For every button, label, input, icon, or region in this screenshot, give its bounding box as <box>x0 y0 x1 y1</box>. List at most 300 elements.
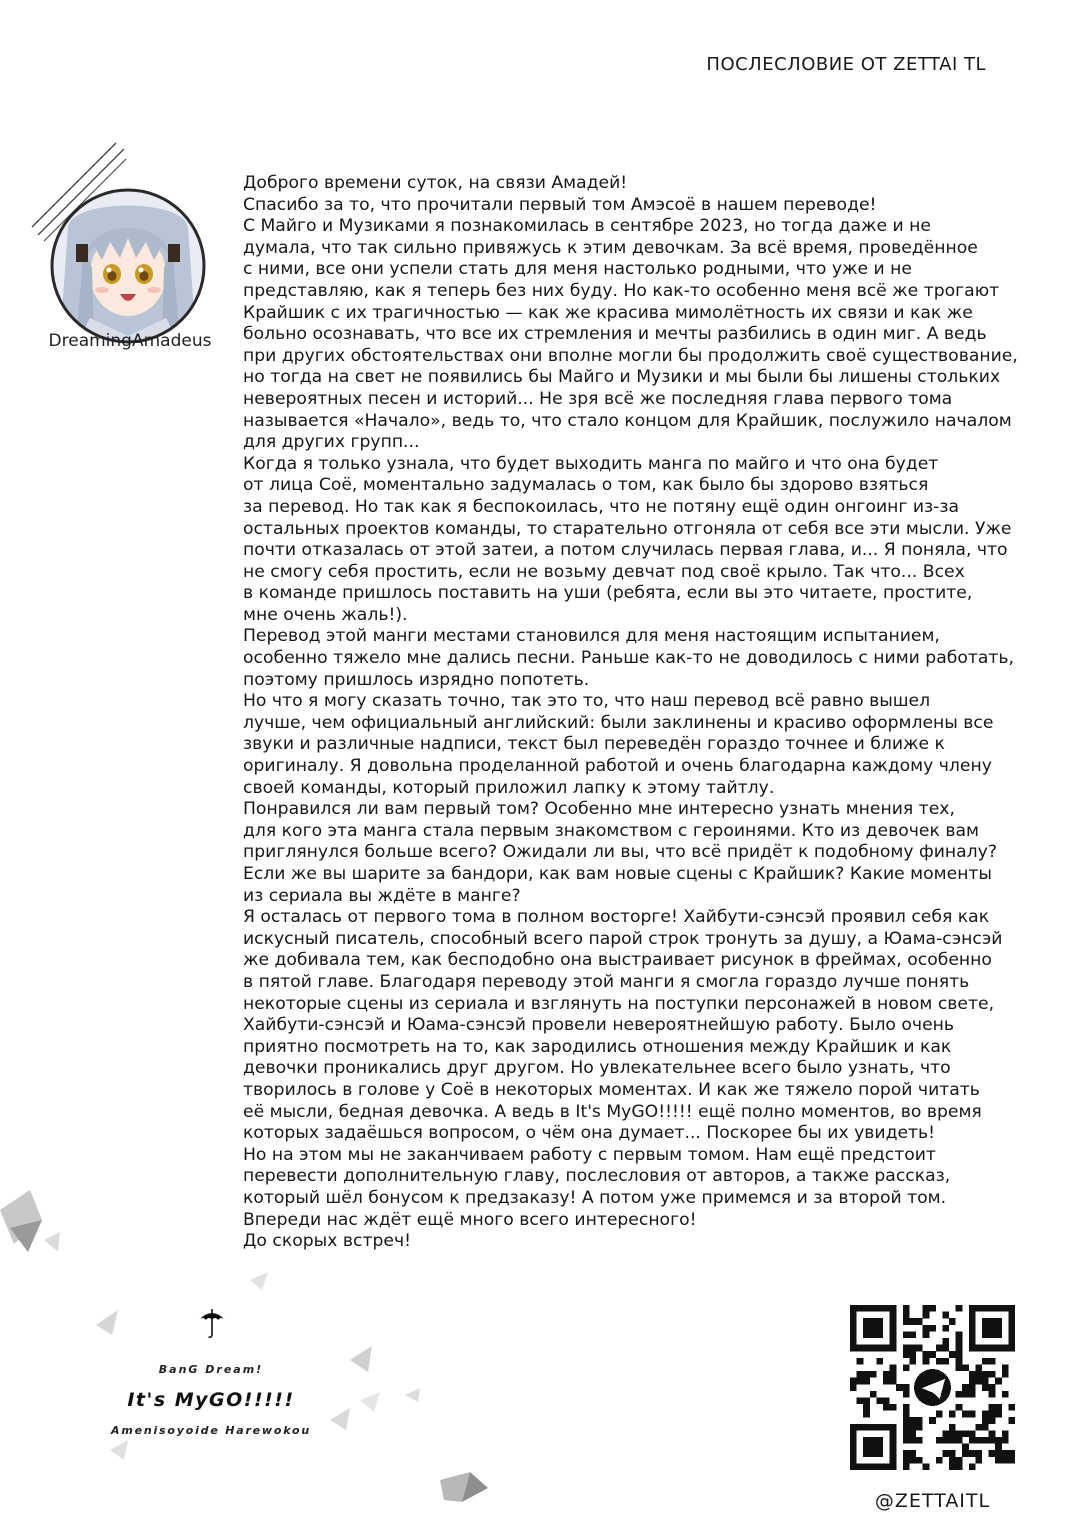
qr-module <box>863 1325 870 1332</box>
letter-line: Я осталась от первого тома в полном восторге! Хайбути-сэнсэй проявил себя как <box>243 907 990 928</box>
qr-module <box>989 1437 996 1444</box>
qr-module <box>876 1305 883 1312</box>
qr-module <box>956 1457 963 1464</box>
qr-module <box>890 1424 897 1431</box>
qr-module <box>949 1351 956 1358</box>
qr-module <box>962 1444 969 1451</box>
qr-module <box>942 1437 949 1444</box>
qr-module <box>857 1358 864 1365</box>
letter-line: Перевод этой манги местами становился для меня настоящим испытанием, <box>243 626 940 647</box>
letter-line: остальных проектов команды, то старательно отгоняла от себя все эти мысли. Уже <box>243 518 1012 539</box>
qr-module <box>1002 1430 1009 1437</box>
qr-module <box>857 1371 864 1378</box>
qr-module <box>962 1391 969 1398</box>
qr-module <box>975 1457 982 1464</box>
qr-module <box>863 1345 870 1352</box>
qr-module <box>857 1378 864 1385</box>
qr-module <box>995 1305 1002 1312</box>
qr-module <box>863 1378 870 1385</box>
letter-line: приглянулся больше всего? Ожидали ли вы, что всё придёт к подобному финалу? <box>243 842 997 863</box>
qr-module <box>909 1345 916 1352</box>
qr-module <box>942 1345 949 1352</box>
qr-module <box>975 1378 982 1385</box>
qr-module <box>863 1463 870 1470</box>
qr-module <box>956 1463 963 1470</box>
qr-module <box>923 1325 930 1332</box>
qr-module <box>890 1457 897 1464</box>
qr-module <box>956 1391 963 1398</box>
qr-module <box>903 1411 910 1418</box>
qr-module <box>916 1457 923 1464</box>
qr-module <box>890 1325 897 1332</box>
qr-module <box>909 1430 916 1437</box>
telegram-handle[interactable]: @ZETTAITL <box>874 1490 991 1512</box>
letter-line: некоторые сцены из сериала и взглянуть на поступки персонажей в новом свете, <box>243 993 995 1014</box>
qr-module <box>870 1450 877 1457</box>
qr-module <box>969 1325 976 1332</box>
qr-module <box>857 1424 864 1431</box>
qr-module <box>1008 1331 1015 1338</box>
qr-module <box>909 1457 916 1464</box>
qr-module <box>1008 1404 1015 1411</box>
qr-module <box>989 1371 996 1378</box>
qr-module <box>876 1325 883 1332</box>
qr-module <box>850 1305 857 1312</box>
qr-module <box>903 1345 910 1352</box>
qr-module <box>923 1351 930 1358</box>
qr-module <box>916 1424 923 1431</box>
qr-module <box>989 1345 996 1352</box>
qr-module <box>876 1345 883 1352</box>
qr-module <box>916 1437 923 1444</box>
qr-module <box>870 1305 877 1312</box>
qr-module <box>890 1463 897 1470</box>
qr-module <box>969 1437 976 1444</box>
letter-line: называется «Начало», ведь то, что стало концом для Крайшик, послужило началом <box>243 410 1012 431</box>
qr-module <box>876 1397 883 1404</box>
qr-module <box>969 1318 976 1325</box>
qr-module <box>949 1430 956 1437</box>
qr-module <box>1008 1345 1015 1352</box>
qr-module <box>863 1331 870 1338</box>
qr-module <box>850 1345 857 1352</box>
qr-module <box>1002 1345 1009 1352</box>
qr-module <box>982 1371 989 1378</box>
qr-module <box>870 1325 877 1332</box>
qr-module <box>989 1391 996 1398</box>
qr-module <box>982 1345 989 1352</box>
qr-module <box>890 1444 897 1451</box>
qr-module <box>949 1437 956 1444</box>
qr-module <box>942 1358 949 1365</box>
qr-module <box>982 1318 989 1325</box>
letter-line: искусный писатель, способный всего парой строк тронуть за душу, а Юама-сэнсэй <box>243 928 1003 949</box>
qr-module <box>956 1358 963 1365</box>
letter-line: Понравился ли вам первый том? Особенно мне интересно узнать мнения тех, <box>243 799 955 820</box>
qr-module <box>923 1305 930 1312</box>
qr-module <box>850 1331 857 1338</box>
series-logo <box>110 1300 350 1450</box>
qr-module <box>989 1325 996 1332</box>
qr-module <box>956 1345 963 1352</box>
qr-module <box>975 1345 982 1352</box>
letter-line: Хайбути-сэнсэй и Юама-сэнсэй провели невероятнейшую работу. Было очень <box>243 1015 955 1036</box>
qr-module <box>883 1397 890 1404</box>
letter-line: не смогу себя простить, если не возьму девчат под своё крыло. Так что... Всех <box>243 561 965 582</box>
qr-module <box>863 1450 870 1457</box>
qr-module <box>890 1378 897 1385</box>
qr-module <box>850 1338 857 1345</box>
qr-module <box>936 1457 943 1464</box>
qr-module <box>956 1430 963 1437</box>
qr-module <box>876 1424 883 1431</box>
qr-module <box>909 1351 916 1358</box>
qr-module <box>1002 1457 1009 1464</box>
qr-module <box>1008 1305 1015 1312</box>
letter-line: с ними, все они успели стать для меня настолько родными, что уже и не <box>243 259 912 280</box>
author-name: DreamingAmadeus <box>48 331 212 351</box>
qr-module <box>890 1364 897 1371</box>
qr-module <box>870 1318 877 1325</box>
qr-module <box>850 1312 857 1319</box>
qr-module <box>962 1384 969 1391</box>
qr-module <box>995 1450 1002 1457</box>
qr-module <box>942 1450 949 1457</box>
qr-module <box>863 1437 870 1444</box>
qr-module <box>923 1331 930 1338</box>
qr-module <box>903 1463 910 1470</box>
qr-module <box>982 1417 989 1424</box>
letter-body <box>243 173 1043 1253</box>
qr-module <box>896 1384 903 1391</box>
qr-module <box>969 1331 976 1338</box>
qr-module <box>949 1318 956 1325</box>
qr-module <box>949 1450 956 1457</box>
qr-module <box>850 1424 857 1431</box>
letter-line: невероятных песен и историй... Не зря всё же последняя глава первого тома <box>243 388 953 409</box>
qr-module <box>949 1463 956 1470</box>
qr-module <box>883 1305 890 1312</box>
letter-line: своей команды, который приложил лапку к этому тайтлу. <box>243 777 775 798</box>
qr-module <box>876 1450 883 1457</box>
letter-line: Но на этом мы не заканчиваем работу с первым томом. Нам ещё предстоит <box>243 1144 936 1165</box>
qr-module <box>995 1437 1002 1444</box>
qr-module <box>975 1424 982 1431</box>
qr-module <box>989 1404 996 1411</box>
qr-module <box>916 1417 923 1424</box>
letter-line: больно осознавать, что все их стремления и мечты разбились в один миг. А ведь <box>243 324 987 345</box>
qr-module <box>876 1318 883 1325</box>
qr-module <box>989 1358 996 1365</box>
letter-line: девочки проникались друг другом. Но увлекательнее всего было узнать, что <box>243 1058 951 1079</box>
qr-module <box>969 1371 976 1378</box>
qr-module <box>975 1371 982 1378</box>
qr-module <box>857 1345 864 1352</box>
qr-module <box>883 1371 890 1378</box>
qr-module <box>989 1318 996 1325</box>
qr-module <box>969 1384 976 1391</box>
qr-module <box>876 1331 883 1338</box>
qr-module <box>975 1437 982 1444</box>
qr-module <box>995 1404 1002 1411</box>
letter-line: приятно посмотреть на то, как зародились отношения между Крайшик и как <box>243 1036 952 1057</box>
qr-module <box>850 1444 857 1451</box>
qr-module <box>850 1318 857 1325</box>
qr-module <box>916 1345 923 1352</box>
page-title: ПОСЛЕСЛОВИЕ ОТ ZETTAI TL <box>706 54 986 75</box>
letter-line: но тогда на свет не появились бы Майго и Музики и мы были бы лишены стольких <box>243 367 1001 388</box>
qr-module <box>949 1457 956 1464</box>
letter-line: поэтому пришлось изрядно попотеть. <box>243 669 590 690</box>
qr-module <box>982 1411 989 1418</box>
letter-line: для кого эта манга стала первым знакомством с героинями. Кто из девочек вам <box>243 820 979 841</box>
letter-line: же добивала тем, как бесподобно она выстраивает рисунок в фреймах, особенно <box>243 950 992 971</box>
qr-module <box>975 1450 982 1457</box>
qr-module <box>850 1450 857 1457</box>
qr-module <box>909 1424 916 1431</box>
qr-module <box>863 1318 870 1325</box>
qr-module <box>982 1384 989 1391</box>
qr-module <box>969 1338 976 1345</box>
qr-module <box>923 1312 930 1319</box>
qr-module <box>850 1457 857 1464</box>
qr-module <box>850 1430 857 1437</box>
qr-module <box>909 1437 916 1444</box>
qr-module <box>995 1457 1002 1464</box>
qr-module <box>863 1371 870 1378</box>
qr-module <box>903 1450 910 1457</box>
letter-line: представляю, как я теперь без них буду. Но как-то особенно меня всё же трогают <box>243 280 1000 301</box>
qr-module <box>949 1411 956 1418</box>
qr-module <box>890 1430 897 1437</box>
letter-line: Доброго времени суток, на связи Амадей! <box>243 173 628 193</box>
qr-module <box>863 1397 870 1404</box>
qr-module <box>975 1305 982 1312</box>
qr-module <box>962 1411 969 1418</box>
letter-line: Впереди нас ждёт ещё много всего интересного! <box>243 1209 697 1230</box>
qr-module <box>883 1378 890 1385</box>
letter-line: До скорых встреч! <box>243 1231 411 1252</box>
qr-module <box>850 1325 857 1332</box>
qr-module <box>995 1411 1002 1418</box>
qr-module <box>863 1404 870 1411</box>
letter-line: мне очень жаль!). <box>243 604 408 625</box>
qr-module <box>890 1404 897 1411</box>
qr-module <box>956 1305 963 1312</box>
qr-module <box>956 1404 963 1411</box>
qr-module <box>863 1305 870 1312</box>
qr-module <box>857 1397 864 1404</box>
qr-module <box>903 1391 910 1398</box>
qr-module <box>850 1463 857 1470</box>
qr-module <box>870 1345 877 1352</box>
qr-module <box>916 1318 923 1325</box>
qr-module <box>890 1345 897 1352</box>
letter-line: лучше, чем официальный английский: были заклинены и красиво оформлены все <box>243 712 994 733</box>
qr-module <box>1002 1371 1009 1378</box>
qr-module <box>890 1437 897 1444</box>
letter-line: особенно тяжело мне дались песни. Раньше как-то не доводилось с ними работать, <box>243 648 1014 669</box>
qr-module <box>903 1305 910 1312</box>
qr-code[interactable] <box>850 1305 1015 1470</box>
logo-line-mygo: It's MyGO!!!!! <box>127 1389 295 1411</box>
qr-module <box>1002 1450 1009 1457</box>
qr-module <box>929 1417 936 1424</box>
qr-module <box>995 1345 1002 1352</box>
qr-module <box>995 1325 1002 1332</box>
qr-module <box>982 1437 989 1444</box>
letter-line: Но что я могу сказать точно, так это то, что наш перевод всё равно вышел <box>243 691 931 712</box>
qr-module <box>995 1444 1002 1451</box>
qr-module <box>870 1463 877 1470</box>
qr-module <box>876 1463 883 1470</box>
qr-module <box>969 1391 976 1398</box>
qr-module <box>982 1331 989 1338</box>
qr-module <box>863 1444 870 1451</box>
qr-module <box>1008 1312 1015 1319</box>
qr-module <box>1008 1325 1015 1332</box>
qr-module <box>995 1331 1002 1338</box>
qr-module <box>1008 1318 1015 1325</box>
qr-module <box>876 1437 883 1444</box>
qr-module <box>989 1411 996 1418</box>
letter-line: в команде пришлось поставить на уши (ребята, если вы это читаете, простите, <box>243 583 973 604</box>
qr-module <box>903 1424 910 1431</box>
qr-module <box>969 1305 976 1312</box>
qr-module <box>857 1305 864 1312</box>
qr-module <box>989 1305 996 1312</box>
letter-line: оригиналу. Я довольна проделанной работой и очень благодарна каждому члену <box>243 756 992 777</box>
qr-module <box>850 1384 857 1391</box>
qr-module <box>890 1371 897 1378</box>
letter-line: С Майго и Музиками я познакомилась в сентябре 2023, но тогда даже и не <box>243 216 931 237</box>
qr-module <box>903 1318 910 1325</box>
qr-module <box>870 1371 877 1378</box>
qr-module <box>956 1331 963 1338</box>
letter-line: из сериала вы ждёте в манге? <box>243 885 521 906</box>
qr-module <box>982 1424 989 1431</box>
qr-module <box>850 1437 857 1444</box>
qr-module <box>936 1437 943 1444</box>
qr-module <box>982 1325 989 1332</box>
qr-module <box>909 1417 916 1424</box>
letter-line: Когда я только узнала, что будет выходить манга по майго и что она будет <box>243 453 939 474</box>
qr-module <box>982 1358 989 1365</box>
qr-module <box>903 1417 910 1424</box>
qr-module <box>989 1384 996 1391</box>
qr-module <box>936 1358 943 1365</box>
qr-module <box>956 1437 963 1444</box>
qr-module <box>903 1331 910 1338</box>
qr-module <box>989 1417 996 1424</box>
logo-line-subtitle: Amenisoyoide Harewokou <box>111 1424 311 1437</box>
qr-module <box>863 1424 870 1431</box>
qr-module <box>909 1358 916 1365</box>
qr-module <box>982 1378 989 1385</box>
letter-line: для других групп... <box>243 432 420 453</box>
qr-module <box>969 1345 976 1352</box>
qr-module <box>850 1378 857 1385</box>
qr-module <box>903 1312 910 1319</box>
qr-module <box>1008 1457 1015 1464</box>
letter-line: Крайшик с их трагичностью — как же красива мимолётность их связи и как же <box>243 302 973 323</box>
qr-module <box>942 1430 949 1437</box>
qr-module <box>863 1411 870 1418</box>
qr-module <box>1002 1305 1009 1312</box>
letter-line: перевести дополнительную главу, послесловия от авторов, а также рассказ, <box>243 1166 951 1187</box>
qr-module <box>969 1463 976 1470</box>
qr-module <box>929 1325 936 1332</box>
avatar <box>50 188 206 344</box>
letter-line: почти отказалась от этой затеи, а потом случилась первая глава, и... Я поняла, что <box>243 540 1008 561</box>
qr-module <box>883 1424 890 1431</box>
qr-module <box>995 1378 1002 1385</box>
qr-module <box>870 1424 877 1431</box>
logo-line-bang-dream: BanG Dream! <box>158 1363 264 1376</box>
qr-module <box>883 1404 890 1411</box>
qr-module <box>989 1430 996 1437</box>
qr-module <box>956 1364 963 1371</box>
qr-module <box>923 1358 930 1365</box>
qr-module <box>870 1391 877 1398</box>
qr-module <box>890 1305 897 1312</box>
qr-module <box>1008 1450 1015 1457</box>
qr-module <box>909 1450 916 1457</box>
qr-module <box>989 1450 996 1457</box>
qr-module <box>903 1457 910 1464</box>
qr-module <box>909 1331 916 1338</box>
qr-module <box>1002 1437 1009 1444</box>
letter-line: от лица Соё, моментально задумалась о том, как было бы здорово взяться <box>243 475 929 496</box>
letter-line: думала, что так сильно привяжусь к этим девочкам. За всё время, проведённое <box>243 237 978 258</box>
qr-module <box>876 1444 883 1451</box>
letter-line: её мысли, бедная девочка. А ведь в It's MyGO!!!!! ещё полно моментов, во время <box>243 1101 982 1122</box>
letter-line: Если же вы шарите за бандори, как вам новые сцены с Крайшик? Какие моменты <box>243 864 993 884</box>
qr-module <box>870 1444 877 1451</box>
qr-module <box>883 1463 890 1470</box>
qr-module <box>1008 1338 1015 1345</box>
qr-module <box>1008 1417 1015 1424</box>
qr-module <box>903 1430 910 1437</box>
qr-module <box>936 1345 943 1352</box>
qr-module <box>890 1312 897 1319</box>
qr-module <box>989 1331 996 1338</box>
letter-line: Спасибо за то, что прочитали первый том Амэсоё в нашем переводе! <box>243 194 877 215</box>
qr-module <box>890 1331 897 1338</box>
qr-module <box>876 1358 883 1365</box>
umbrella-icon <box>198 1306 226 1340</box>
qr-module <box>903 1351 910 1358</box>
qr-module <box>969 1450 976 1457</box>
qr-module <box>903 1364 910 1371</box>
letter-line: за перевод. Но так как я беспокоилась, что не потяну ещё один онгоинг из-за <box>243 496 960 517</box>
qr-module <box>995 1318 1002 1325</box>
qr-module <box>949 1424 956 1431</box>
qr-module <box>942 1325 949 1332</box>
qr-module <box>962 1430 969 1437</box>
qr-module <box>956 1338 963 1345</box>
letter-line: в пятой главе. Благодаря переводу этой манги я смогла гораздо лучше понять <box>243 971 970 992</box>
qr-module <box>969 1312 976 1319</box>
letter-line: звуки и различные надписи, текст был переведён гораздо точнее и ближе к <box>243 734 945 755</box>
qr-module <box>982 1305 989 1312</box>
qr-module <box>870 1437 877 1444</box>
letter-line: который шёл бонусом к предзаказу! А потом уже примемся и за второй том. <box>243 1187 947 1208</box>
qr-module <box>1002 1364 1009 1371</box>
qr-module <box>923 1463 930 1470</box>
qr-module <box>890 1318 897 1325</box>
qr-module <box>969 1378 976 1385</box>
